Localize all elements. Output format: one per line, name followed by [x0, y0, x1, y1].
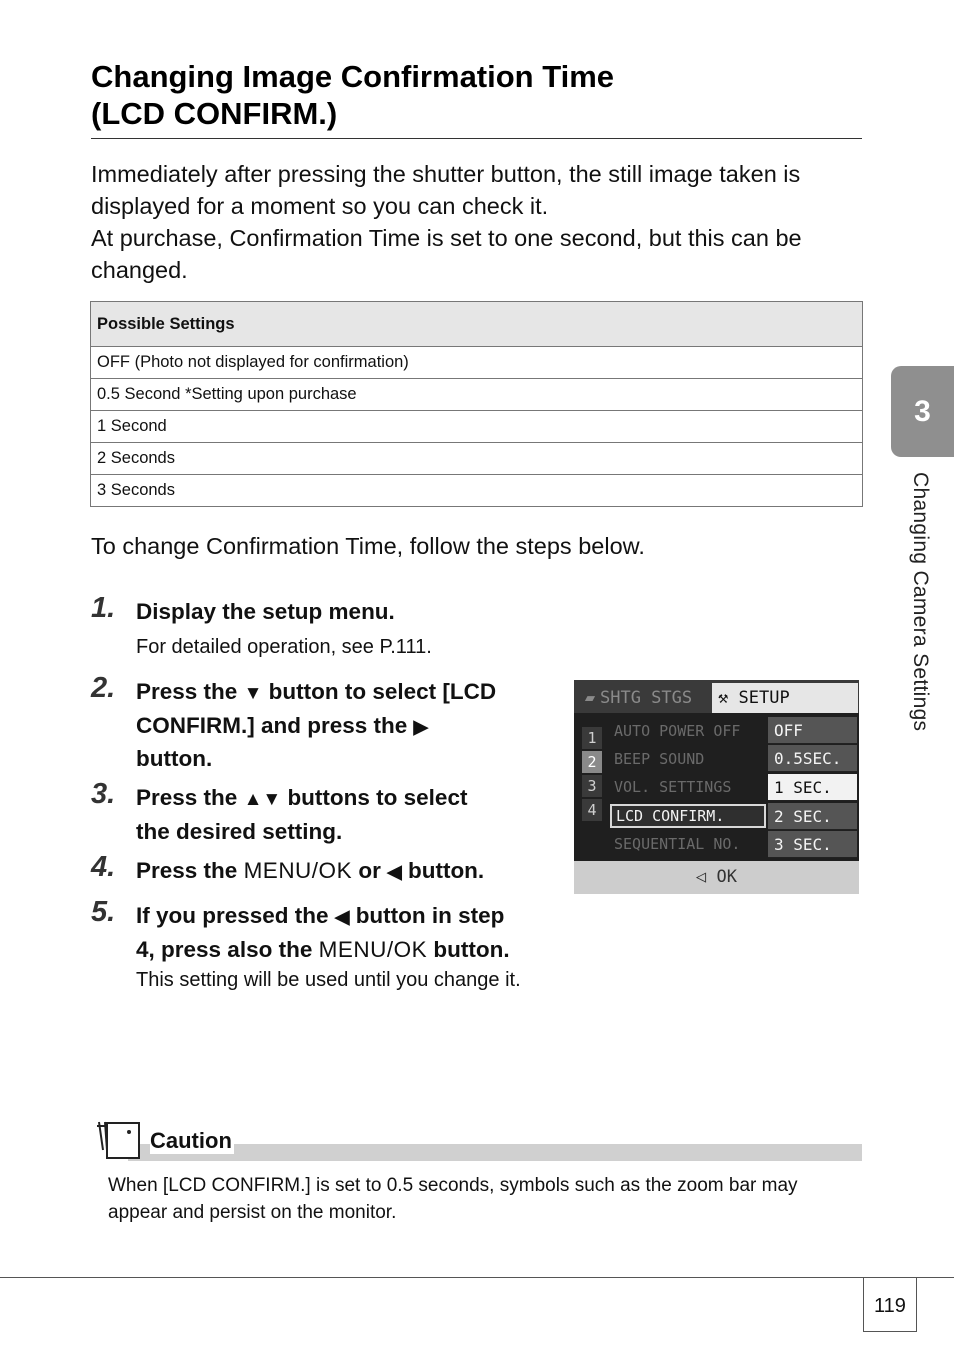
lcd-page-number: 4 — [582, 799, 602, 821]
step-4-text — [136, 855, 566, 889]
title-line-1: Changing Image Confirmation Time — [91, 59, 615, 94]
lcd-option: 3 SEC. — [768, 831, 857, 858]
menu-ok-label: MENU/OK — [243, 858, 353, 883]
lcd-footer-ok: OK — [716, 867, 737, 887]
step-2-part: Press the — [136, 679, 244, 704]
intro-paragraph-2: At purchase, Confirmation Time is set to one second, but this can be changed. — [91, 225, 802, 283]
step-2-part: button to select [LCD — [262, 679, 497, 704]
lcd-footer — [574, 861, 859, 894]
caution-note-icon — [93, 1120, 143, 1162]
table-cell: 2 Seconds — [91, 443, 863, 475]
lcd-tab-setup — [712, 683, 858, 713]
step-4-part: button. — [401, 858, 485, 883]
step-3-part: Press the — [136, 785, 244, 810]
step-5-number: 5. — [91, 896, 116, 928]
table-cell: 3 Seconds — [91, 475, 863, 507]
page-title — [91, 58, 862, 132]
camera-icon: ▰ — [584, 688, 596, 708]
lcd-menu-item: VOL. SETTINGS — [614, 778, 732, 796]
possible-settings-table — [90, 301, 863, 507]
lcd-option: 0.5SEC. — [768, 745, 857, 772]
step-5-part: 4, press also the — [136, 936, 319, 962]
down-triangle-icon: ▼ — [243, 683, 263, 704]
lcd-menu-item: BEEP SOUND — [614, 750, 705, 768]
lcd-menu-item: AUTO POWER OFF — [614, 722, 741, 740]
title-line-2: (LCD CONFIRM.) — [91, 96, 338, 131]
page-number: 119 — [863, 1277, 917, 1332]
step-4-number: 4. — [91, 851, 116, 883]
footer-divider — [0, 1277, 954, 1278]
title-divider — [91, 138, 862, 139]
table-row — [91, 347, 863, 379]
step-4-part: Press the — [136, 858, 244, 883]
chapter-label: Changing Camera Settings — [909, 472, 932, 732]
step-5-subtext: This setting will be used until you change it. — [136, 969, 521, 991]
step-2-number: 2. — [91, 672, 116, 704]
camera-lcd-screenshot — [574, 680, 859, 894]
step-5-part: If you pressed the — [136, 903, 335, 928]
lcd-menu-item: SEQUENTIAL NO. — [614, 835, 741, 853]
step-2-part: CONFIRM.] and press the — [136, 712, 414, 738]
lcd-option: OFF — [768, 717, 857, 744]
step-3-part: buttons to select — [281, 785, 468, 810]
step-3-part: the desired setting. — [136, 818, 343, 844]
up-triangle-icon: ▲ — [243, 789, 263, 810]
table-row — [91, 475, 863, 507]
lcd-page-number: 1 — [582, 727, 602, 749]
lcd-menu-item-selected: LCD CONFIRM. — [610, 804, 766, 828]
steps-lead-text: To change Confirmation Time, follow the steps below. — [91, 533, 645, 559]
table-header-row — [91, 302, 863, 347]
step-4-part: or — [352, 858, 388, 883]
step-2-part: button. — [136, 746, 213, 771]
lcd-page-number: 2 — [582, 751, 602, 773]
step-5-text — [136, 900, 586, 965]
table-header: Possible Settings — [91, 302, 863, 347]
lcd-tab-shooting-label: SHTG STGS — [600, 688, 693, 708]
table-cell: 0.5 Second *Setting upon purchase — [91, 379, 863, 411]
step-3-number: 3. — [91, 778, 116, 810]
lcd-page-number: 3 — [582, 775, 602, 797]
step-1-text: Display the setup menu. — [136, 599, 395, 624]
lcd-option-selected: 1 SEC. — [768, 774, 857, 801]
lcd-tab-shooting — [580, 685, 710, 711]
step-5-part: button in step — [349, 903, 505, 928]
table-cell: 1 Second — [91, 411, 863, 443]
right-triangle-icon: ▶ — [413, 716, 429, 738]
table-cell: OFF (Photo not displayed for confirmation) — [91, 347, 863, 379]
lcd-tab-bar — [574, 680, 859, 713]
down-triangle-icon: ▼ — [262, 789, 282, 810]
lcd-tab-setup-label: SETUP — [738, 688, 790, 708]
caution-title: Caution — [150, 1128, 232, 1153]
left-triangle-icon: ◀ — [334, 907, 350, 928]
left-triangle-icon: ◀ — [387, 862, 402, 883]
step-2-text — [136, 676, 556, 775]
step-1-number: 1. — [91, 592, 116, 624]
table-row — [91, 379, 863, 411]
table-row — [91, 411, 863, 443]
table-row — [91, 443, 863, 475]
intro-text — [91, 158, 866, 286]
left-triangle-icon: ◁ — [696, 867, 707, 887]
step-3-text — [136, 782, 556, 847]
chapter-tab: 3 — [891, 366, 954, 457]
step-5-part: button. — [427, 936, 510, 962]
intro-paragraph-1: Immediately after pressing the shutter button, the still image taken is displayed for a moment so you can check it. — [91, 161, 801, 219]
caution-bar — [128, 1144, 862, 1161]
caution-text: When [LCD CONFIRM.] is set to 0.5 seconds, symbols such as the zoom bar may appear and persist on the monitor. — [108, 1175, 798, 1223]
lcd-option: 2 SEC. — [768, 803, 857, 830]
wrench-icon: ⚒ — [718, 688, 729, 708]
menu-ok-label: MENU/OK — [318, 936, 428, 962]
lcd-menu-body — [574, 713, 859, 861]
step-1-subtext: For detailed operation, see P.111. — [136, 636, 432, 658]
